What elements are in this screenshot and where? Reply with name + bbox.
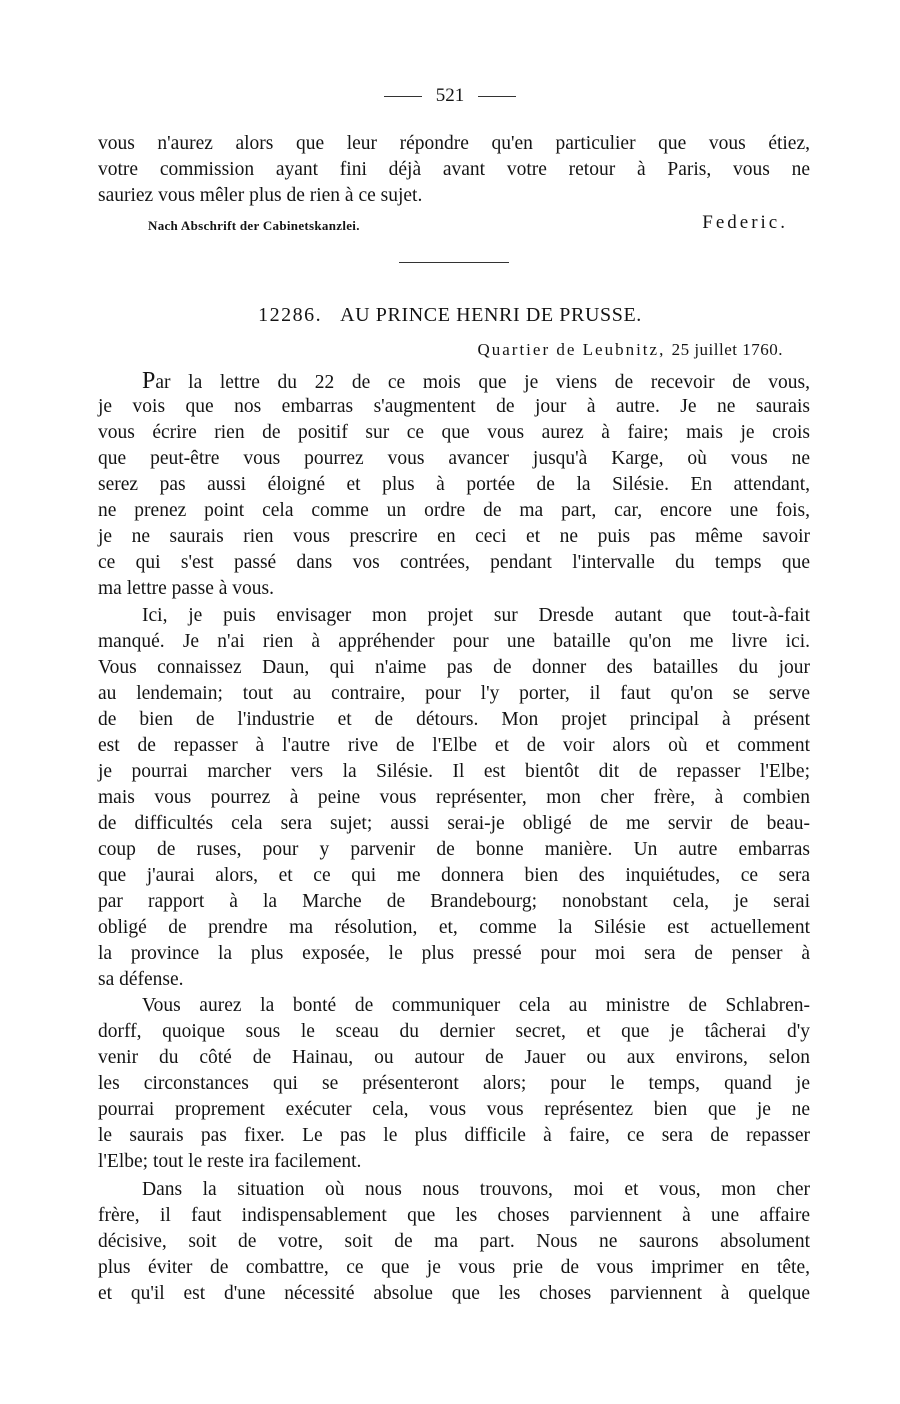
- text-line: serez pas aussi éloigné et plus à portée de la Silésie. En attendant,: [98, 474, 810, 495]
- text-line: ne prenez point cela comme un ordre de ma part, car, encore une fois,: [98, 500, 810, 521]
- signature: Federic.: [702, 212, 788, 233]
- text-line: est de repasser à l'autre rive de l'Elbe et de voir alors où et comment: [98, 735, 810, 756]
- text-line: vous n'aurez alors que leur répondre qu'en particulier que vous étiez,: [98, 133, 810, 154]
- text-line: sauriez vous mêler plus de rien à ce sujet.: [98, 185, 423, 206]
- text-line: le saurais pas fixer. Le pas le plus difficile à faire, ce sera de repasser: [98, 1125, 810, 1146]
- text-line: ma lettre passe à vous.: [98, 578, 274, 599]
- paragraph-3: [98, 993, 810, 1175]
- text-line: je ne saurais rien vous prescrire en ceci et ne puis pas même savoir: [98, 526, 810, 547]
- text-line: frère, il faut indispensablement que les choses parviennent à une affaire: [98, 1205, 810, 1226]
- text-line: je vois que nos embarras s'augmentent de jour à autre. Je ne saurais: [98, 396, 810, 417]
- source-note: Nach Abschrift der Cabinetskanzlei.: [148, 218, 360, 233]
- page-header: [0, 84, 900, 108]
- drop-cap: P: [142, 368, 156, 394]
- text-line: de bien de l'industrie et de détours. Mon projet principal à présent: [98, 709, 810, 730]
- text-line: sa défense.: [98, 969, 184, 990]
- text-line: Dans la situation où nous nous trouvons, moi et vous, mon cher: [142, 1179, 810, 1200]
- text-line: décisive, soit de votre, soit de ma part. Nous ne saurons absolument: [98, 1231, 810, 1252]
- letter-heading: [0, 304, 900, 327]
- text-line: pourrai proprement exécuter cela, vous vous représentez bien que je ne: [98, 1099, 810, 1120]
- text-line: que j'aurai alors, et ce qui me donnera bien des inquiétudes, ce sera: [98, 865, 810, 886]
- text-line: vous écrire rien de positif sur ce que vous aurez à faire; mais je crois: [98, 422, 810, 443]
- text-line: Vous aurez la bonté de communiquer cela au ministre de Schlabren-: [142, 995, 810, 1016]
- text-line: la province la plus exposée, le plus pressé pour moi sera de penser à: [98, 943, 810, 964]
- text-line: coup de ruses, pour y parvenir de bonne manière. Un autre embarras: [98, 839, 810, 860]
- dateline-date: 25 juillet 1760.: [671, 340, 783, 359]
- text-line: Vous connaissez Daun, qui n'aime pas de donner des batailles du jour: [98, 657, 810, 678]
- text-line: que peut-être vous pourrez vous avancer jusqu'à Karge, où vous ne: [98, 448, 810, 469]
- text-line: ce qui s'est passé dans vos contrées, pendant l'intervalle du temps que: [98, 552, 810, 573]
- header-dash-right: [478, 96, 516, 97]
- text-line: je pourrai marcher vers la Silésie. Il est bientôt dit de repasser l'Elbe;: [98, 761, 810, 782]
- text-line: de difficultés cela sera sujet; aussi serai-je obligé de me servir de beau-: [98, 813, 810, 834]
- dateline-place: Quartier de Leubnitz,: [477, 340, 666, 359]
- text-line: dorff, quoique sous le sceau du dernier secret, et que je tâcherai d'y: [98, 1021, 810, 1042]
- text-line: par rapport à la Marche de Brandebourg; nonobstant cela, je serai: [98, 891, 810, 912]
- paragraph-1: [98, 368, 810, 602]
- text-line: manqué. Je n'ai rien à appréhender pour une bataille qu'on me livre ici.: [98, 631, 810, 652]
- letter-separator: [399, 262, 509, 263]
- paragraph-4: [98, 1177, 810, 1307]
- text-line: [98, 368, 810, 394]
- text-line: votre commission ayant fini déjà avant votre retour à Paris, vous ne: [98, 159, 810, 180]
- letter-number: 12286.: [258, 304, 323, 326]
- text-line: Ici, je puis envisager mon projet sur Dresde autant que tout-à-fait: [142, 605, 810, 626]
- text-line: plus éviter de combattre, ce que je vous prie de vous imprimer en tête,: [98, 1257, 810, 1278]
- text-line-content: ar la lettre du 22 de ce mois que je viens de recevoir de vous,: [155, 372, 810, 393]
- text-line: les circonstances qui se présenteront alors; pour le temps, quand je: [98, 1073, 810, 1094]
- letter-title: AU PRINCE HENRI DE PRUSSE.: [340, 304, 642, 326]
- text-line: mais vous pourrez à peine vous représenter, mon cher frère, à combien: [98, 787, 810, 808]
- text-line: obligé de prendre ma résolution, et, comme la Silésie est actuellement: [98, 917, 810, 938]
- paragraph-2: [98, 603, 810, 993]
- header-dash-left: [384, 96, 422, 97]
- previous-letter-ending: [98, 131, 810, 209]
- dateline: [477, 340, 783, 360]
- text-line: l'Elbe; tout le reste ira facilement.: [98, 1151, 362, 1172]
- page-number: 521: [435, 85, 465, 106]
- previous-letter-footer: [98, 212, 810, 238]
- text-line: et qu'il est d'une nécessité absolue que les choses parviennent à quelque: [98, 1283, 810, 1304]
- text-line: venir du côté de Hainau, ou autour de Jauer ou aux environs, selon: [98, 1047, 810, 1068]
- text-line: au lendemain; tout au contraire, pour l'y porter, il faut qu'on se serve: [98, 683, 810, 704]
